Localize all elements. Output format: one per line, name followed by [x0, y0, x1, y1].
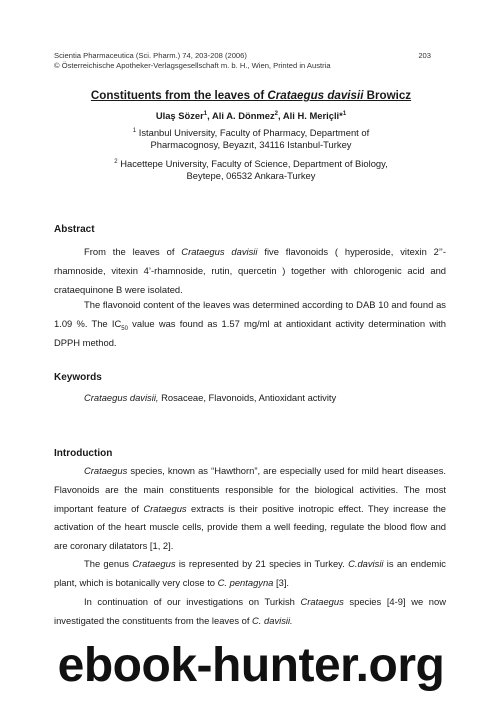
species-name: Crataegus	[132, 558, 176, 569]
affiliation-2-line-2: Beytepe, 06532 Ankara-Turkey	[186, 170, 316, 181]
affiliation-2-line-1: Hacettepe University, Faculty of Science, Department of Biology,	[120, 158, 388, 169]
species-name: C. davisii.	[252, 614, 293, 626]
page-number: 203	[418, 51, 431, 60]
text-run: Rosaceae, Flavonoids, Antioxidant activity	[158, 392, 337, 403]
affiliation-2	[0, 158, 502, 182]
species-name: C. pentagyna	[217, 576, 274, 588]
text-run: From the leaves of	[84, 246, 182, 257]
abstract-paragraph-2	[54, 296, 446, 352]
introduction-paragraph-3	[54, 593, 446, 631]
author-1: Ulaş Sözer	[155, 110, 204, 121]
text-run: species [4-9] we now investigated the constituents from the leaves of	[54, 596, 446, 626]
text-run: five flavonoids ( hyperoside, vitexin 2’’-rhamnoside, vitexin 4’-rhamnoside, rutin, quercetin ) together with chlorogenic acid and crataequinone B were isolated.	[54, 246, 446, 295]
species-name: Crataegus	[143, 502, 187, 514]
abstract-paragraph-1	[54, 243, 446, 299]
author-2: Ali A. Dönmez	[211, 110, 275, 121]
ic50-subscript: 50	[121, 325, 128, 332]
species-name: Crataegus	[300, 596, 344, 607]
affiliation-1-line-2: Pharmacognosy, Beyazıt, 34116 Istanbul-Turkey	[150, 139, 352, 150]
species-name: Crataegus davisii	[181, 246, 258, 257]
affiliation-2-marker: 2	[114, 158, 118, 165]
text-run: species, known as “Hawthorn”, are especially used for mild heart diseases. Flavonoids are the main constituents responsible for the biological activities. The most important feature of	[54, 465, 446, 514]
author-2-affil: 2	[274, 110, 279, 117]
affiliation-1	[0, 127, 502, 151]
watermark-text: ebook-hunter.org	[57, 639, 445, 692]
author-3-affil: 1	[342, 110, 347, 117]
text-run: extracts is their positive inotropic effect. They increase the activation of the heart muscle cells, provide them a well feeding, regulate the blood flow and are coronary dilatators [1, 2].	[54, 502, 446, 552]
text-run: is an endemic plant, which is botanically very close to	[54, 558, 446, 588]
keywords-list	[54, 389, 446, 408]
author-3: Ali H. Meriçli*	[282, 110, 343, 121]
affiliation-1-marker: 1	[132, 127, 137, 134]
text-run: The genus	[84, 558, 133, 569]
species-name: Crataegus	[84, 465, 128, 476]
author-1-affil: 1	[203, 110, 208, 117]
abstract-heading: Abstract	[54, 224, 95, 235]
text-run: [3].	[273, 576, 290, 588]
introduction-paragraph-2	[54, 555, 446, 593]
text-run: The flavonoid content of the leaves was determined according to DAB 10 and found as 1.09 %. The IC	[54, 299, 446, 329]
keywords-heading: Keywords	[54, 372, 102, 383]
affiliation-1-line-1: Istanbul University, Faculty of Pharmacy, Department of	[138, 127, 370, 138]
title-species: Crataegus davisii	[267, 89, 364, 102]
paper-title	[0, 89, 502, 102]
title-suffix: Browicz	[363, 89, 412, 102]
introduction-paragraph-1	[54, 462, 446, 556]
text-run: In continuation of our investigations on Turkish	[84, 596, 301, 607]
copyright-notice: © Österreichische Apotheker-Verlagsgesellschaft m. b. H., Wien, Printed in Austria	[54, 61, 331, 70]
journal-citation: Scientia Pharmaceutica (Sci. Pharm.) 74, 203-208 (2006)	[54, 51, 247, 60]
text-run: value was found as 1.57 mg/ml at antioxidant activity determination with DPPH method.	[54, 317, 446, 348]
text-run: is represented by 21 species in Turkey.	[175, 558, 349, 569]
journal-header	[54, 51, 331, 71]
title-prefix: Constituents from the leaves of	[90, 89, 268, 102]
author-list: Ulaş Sözer$^1$, Ali A. Dönmez$^2$, Ali H. Meriçli*$^1$	[155, 110, 347, 121]
introduction-heading: Introduction	[54, 448, 113, 459]
species-name: C.davisii	[348, 558, 384, 569]
species-name: Crataegus davisii,	[84, 392, 159, 403]
